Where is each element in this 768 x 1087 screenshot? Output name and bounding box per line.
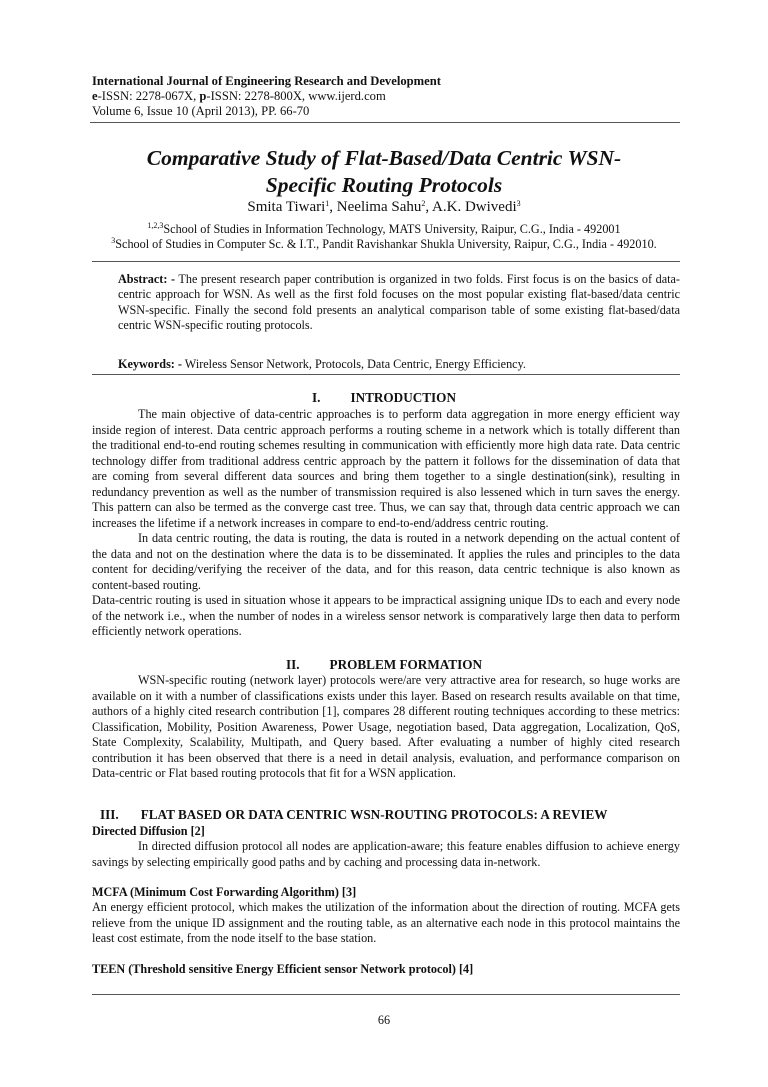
header-rule [90, 122, 680, 123]
title-line-1: Comparative Study of Flat-Based/Data Centric WSN- [146, 146, 622, 170]
abstract [118, 272, 680, 334]
section-title: FLAT BASED OR DATA CENTRIC WSN-ROUTING PROTOCOLS: A REVIEW [140, 807, 608, 822]
footer-rule [92, 994, 680, 995]
paper-title [80, 145, 688, 199]
affiliation-text: School of Studies in Information Technology, MATS University, Raipur, C.G., India - 492001 [163, 222, 621, 236]
section-heading-intro [80, 390, 688, 406]
abstract-label: Abstract: - [118, 272, 176, 286]
paragraph: Data-centric routing is used in situation whose it appears to be impractical assigning unique IDs to each and every node of the network i.e., when the number of nodes in a wireless sensor network is comparatively large then data to perform efficiently network operations. [92, 593, 680, 638]
author-sep: , [425, 199, 433, 215]
section-title: PROBLEM FORMATION [329, 657, 483, 672]
e-issn: -ISSN: 2278-067X, [97, 89, 200, 103]
affiliation-2 [80, 237, 688, 252]
subheading-directed-diffusion: Directed Diffusion [2] [92, 824, 205, 838]
directed-diffusion-body [92, 839, 680, 870]
keywords-text: Wireless Sensor Network, Protocols, Data Centric, Energy Efficiency. [181, 357, 526, 371]
affiliation-sup: 1,2,3 [147, 221, 164, 230]
journal-header [92, 74, 682, 119]
intro-body [92, 407, 680, 640]
author-sup: 3 [516, 199, 521, 208]
page-number: 66 [377, 1013, 391, 1027]
subheading-teen: TEEN (Threshold sensitive Energy Efficient sensor Network protocol) [4] [92, 962, 474, 976]
paragraph: An energy efficient protocol, which makes the utilization of the information about the direction of routing. MCFA gets relieve from the unique ID assignment and the routing table, as an alternative each node in this protocol maintains the least cost estimate, from the node itself to the base station. [92, 900, 680, 945]
author-name: A.K. Dwivedi [432, 199, 517, 215]
section-heading-review [92, 807, 692, 823]
author-name: Smita Tiwari [247, 199, 326, 215]
paragraph: In directed diffusion protocol all nodes are application-aware; this feature enables diffusion to achieve energy savings by selecting empirically good paths and by caching and processing data in-network. [92, 839, 680, 869]
paragraph: In data centric routing, the data is routing, the data is routed in a network depending on the actual content of the data and not on the destination where the data is to be disseminated. It applies the rules and principles to the data content for deciding/verifying the receiver of the data, and for this reason, data centric technique is also known as content-based routing. [92, 531, 680, 592]
author-sup: 2 [421, 199, 426, 208]
keywords [118, 357, 680, 372]
author-list [80, 198, 688, 216]
author-name: Neelima Sahu [336, 199, 422, 215]
title-line-2: Specific Routing Protocols [265, 173, 503, 197]
section-number: II. [285, 657, 300, 672]
abstract-top-rule [92, 261, 680, 262]
p-label: p [199, 89, 207, 103]
problem-body [92, 673, 680, 782]
author-sup: 1 [325, 199, 330, 208]
affiliation-1 [80, 222, 688, 237]
section-heading-problem [80, 657, 688, 673]
affiliation-sup: 3 [111, 236, 116, 245]
subheading-mcfa: MCFA (Minimum Cost Forwarding Algorithm) [3] [92, 885, 357, 899]
section-title: INTRODUCTION [350, 390, 456, 405]
author-sep: , [329, 199, 337, 215]
affiliation-text: School of Studies in Computer Sc. & I.T., Pandit Ravishankar Shukla University, Raipur, C.G., India - 492010. [115, 237, 657, 251]
e-label: e [92, 89, 98, 103]
issn-line [92, 89, 682, 104]
paragraph: The main objective of data-centric approaches is to perform data aggregation in more energy efficient way inside region of interest. Data centric approach performs a routing scheme in a network which is totally different than the traditional end-to-end routing schemes resulting in communication with efficiently more high data rate. Data centric technology differ from traditional address centric approach by the pattern it follows for the dissemination of data that are coming from several different data sources and bring them together to a single destination(sink), resulting in redundancy prevention as well as the number of transmission required is also lessened which in turn saves the energy. This pattern can also be termed as the converge cast tree. Thus, we can say that, through data centric approach we can increases the lifetime if a network increases in compare to end-to-end/address centric routing. [92, 407, 680, 530]
keywords-label: Keywords: - [118, 357, 182, 371]
paragraph: WSN-specific routing (network layer) protocols were/are very attractive area for research, so huge works are available on it with a number of classifications exists under this layer. Based on research results available on that time, authors of a highly cited research contribution [1], compares 28 different routing techniques according to these metrics: Classification, Mobility, Position Awareness, Power Usage, negotiation based, Data aggregation, Localization, QoS, State Complexity, Scalability, Multipath, and Query based. After evaluating a number of highly cited research contribution it has been observed that there is a need in detail analysis, evaluation, and performance comparison on Data-centric or Flat based routing protocols that fit for a WSN application. [92, 673, 680, 780]
section-number: III. [100, 807, 119, 822]
journal-name: International Journal of Engineering Research and Development [92, 74, 441, 88]
mcfa-body [92, 900, 680, 947]
volume-line: Volume 6, Issue 10 (April 2013), PP. 66-70 [92, 104, 310, 118]
keywords-rule [92, 374, 680, 375]
abstract-text: The present research paper contribution is organized in two folds. First focus is on the basics of data-centric approach for WSN. As well as the first fold focuses on the most popular existing flat-based/data centric WSN-specific. Finally the second fold presents an analytical comparison table of some existing flat-based/data centric WSN-specific routing protocols. [118, 272, 680, 333]
p-issn: -ISSN: 2278-800X, www.ijerd.com [206, 89, 386, 103]
section-number: I. [312, 390, 321, 405]
